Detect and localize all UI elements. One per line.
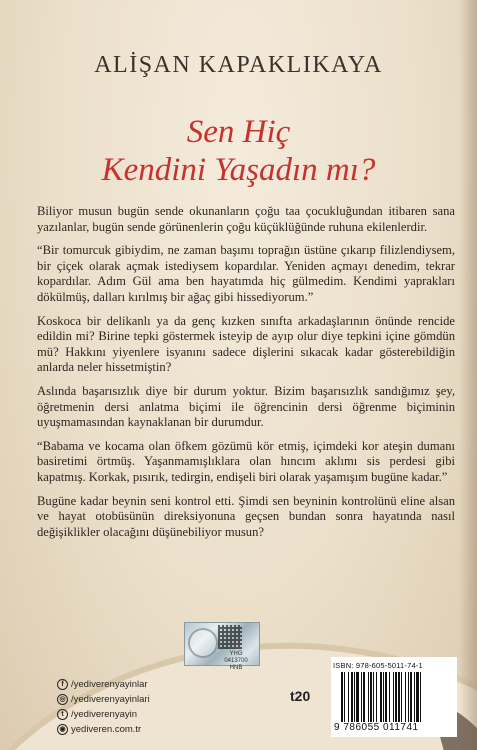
blurb-paragraph: Aslında başarısızlık diye bir durum yoktur. Bizim başarısızlık sandığımız şey, öğretmenin dersi anlatma biçimi ile öğrencinin dersi öğrenme biçiminin uyuşmamasından kaynaklanan bir durumdur. <box>37 383 455 430</box>
barcode-number: 9 786055 011741 <box>334 722 419 733</box>
social-handle: yediveren.com.tr <box>71 724 142 735</box>
social-handle: /yediverenyayin <box>71 709 138 720</box>
barcode-bar <box>420 672 421 722</box>
blurb-paragraph: “Babama ve kocama olan öfkem gözümü kör etmiş, içimdeki kor ateşin dumanı basiretimi örtmüş. Yaşanmamışlıklara olan hıncım aklımı sis perdesi gibi kapatmış. Korkak, pısırık, tedirgin, endişeli biri olarak yaşamışım bugüne kadar.” <box>37 438 455 484</box>
barcode-bar <box>385 672 387 722</box>
blurb-paragraph: Koskoca bir delikanlı ya da genç kızken sınıfta arkadaşlarının önünde rencide edildin mi? Birine tepki göstermek isteyip de ayıp olur diye tepkini içine gömdün mü? Hakkını yiyenlere isyanını sadece dişlerini sıkacak kadar gösterebildiğin anlarda neler hissetmiştin? <box>37 313 455 375</box>
twitter-icon: t <box>57 709 68 720</box>
barcode-icon <box>341 672 453 722</box>
social-links <box>57 677 150 737</box>
blurb-paragraph: Biliyor musun bugün sende okunanların çoğu taa çocukluğundan itibaren sana yazılanlar, bugün sende görünenlerin çoğu küçüklüğünde ruhuna ekilenlerdir. <box>37 204 455 234</box>
web-icon: ◉ <box>57 724 68 735</box>
barcode-bar <box>341 672 343 722</box>
price-tag: t20 <box>290 688 311 704</box>
instagram-icon: ◎ <box>57 694 68 705</box>
barcode-bar <box>356 672 359 722</box>
barcode-bar <box>373 672 374 722</box>
barcode-bar <box>351 672 353 722</box>
barcode-bar <box>389 672 390 722</box>
book-title-line2: Kendini Yaşadın mı? <box>101 152 376 188</box>
barcode-bar <box>344 672 345 722</box>
isbn-label: ISBN: 978-605-5011-74-1 <box>333 661 423 670</box>
barcode-bar <box>408 672 409 722</box>
barcode-bar <box>395 672 397 722</box>
social-link-website[interactable] <box>57 722 150 737</box>
barcode-bar <box>370 672 372 722</box>
barcode-bar <box>398 672 400 722</box>
social-handle: /yediverenyayinlar <box>71 679 148 690</box>
barcode-bar <box>354 672 355 722</box>
blurb-paragraph: Bugüne kadar beynin seni kontrol etti. Şimdi sen beyninin kontrolünü eline alsan ve hayat otobüsünün direksiyonuna geçsen bundan sonra hayatında nasıl değişiklikler olacağını düşünebiliyor musun? <box>37 493 455 539</box>
barcode-bar <box>393 672 394 722</box>
author-name: ALİŞAN KAPAKLIKAYA <box>94 52 383 78</box>
social-link-facebook[interactable] <box>57 677 150 692</box>
barcode-bar <box>368 672 369 722</box>
blurb-text <box>37 204 455 548</box>
barcode-bar <box>414 672 415 722</box>
barcode-bar <box>401 672 402 722</box>
blurb-paragraph: “Bir tomurcuk gibiydim, ne zaman başımı toprağın üstüne çıkarıp filizlendiysem, bir çiçek olarak açmak istediysem kopardılar. Yeniden açmayı denedim, tekrar kopardılar. Adım Gül ama ben hayatımda hiç gülmedim. Kendimi yaprakları dökülmüş, dalları kırılmış bir ağaç gibi hissediyorum.” <box>37 243 455 304</box>
barcode-bar <box>376 672 377 722</box>
barcode-bar <box>416 672 419 722</box>
hologram-code: YHG 0413700 HNB <box>224 651 248 671</box>
book-title-line1: Sen Hiç <box>186 114 291 150</box>
social-link-instagram[interactable] <box>57 692 150 707</box>
barcode-bar <box>363 672 365 722</box>
barcode-bar <box>380 672 382 722</box>
social-link-twitter[interactable] <box>57 707 150 722</box>
social-handle: /yediverenyayinlari <box>71 694 150 705</box>
barcode-bar <box>348 672 349 722</box>
barcode-bar <box>410 672 412 722</box>
barcode-bar <box>383 672 384 722</box>
barcode-bar <box>361 672 362 722</box>
qr-code-icon <box>218 625 242 649</box>
facebook-icon: f <box>57 679 68 690</box>
barcode-bar <box>405 672 406 722</box>
